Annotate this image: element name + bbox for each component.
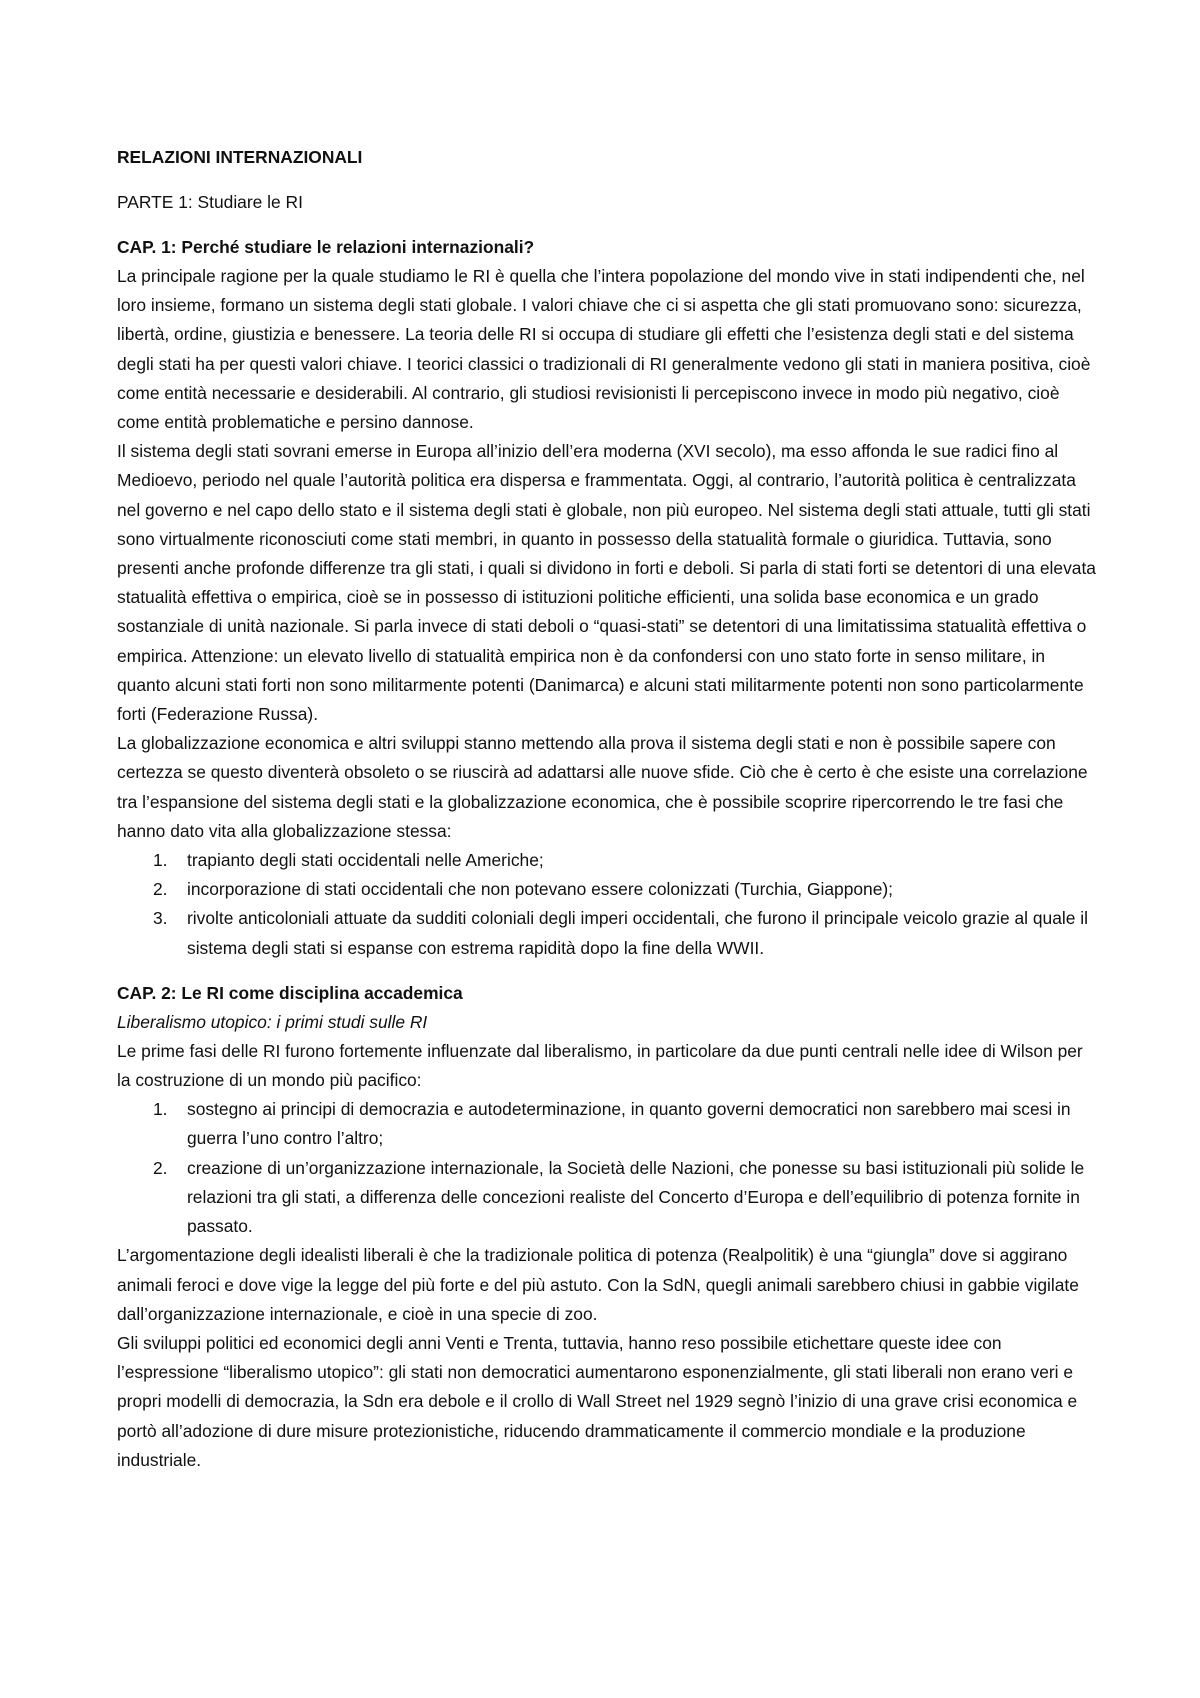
list-item-number: 1. (153, 850, 168, 871)
list-item-number: 1. (153, 1099, 168, 1120)
chapter-1-paragraph-2: Il sistema degli stati sovrani emerse in Europa all’inizio dell’era moderna (XVI secolo), ma esso affonda le sue radici fino al Medioevo, periodo nel quale l’autorità politica era dispersa e frammentata. Oggi, al contrario, l’autorità politica è centralizzata nel governo e nel capo dello stato e il sistema degli stati è globale, non più europeo. Nel sistema degli stati attuale, tutti gli stati sono virtualmente riconosciuti come stati membri, in quanto in possesso della statualità formale o giuridica. Tuttavia, sono presenti anche profonde differenze tra gli stati, i quali si dividono in forti e deboli. Si parla di stati forti se detentori di una elevata statualità effettiva o empirica, cioè se in possesso di istituzioni politiche efficienti, una solida base economica e un grado sostanziale di unità nazionale. Si parla invece di stati deboli o “quasi-stati” se detentori di una limitatissima statualità effettiva o empirica. Attenzione: un elevato livello di statualità empirica non è da confondersi con uno stato forte in senso militare, in quanto alcuni stati forti non sono militarmente potenti (Danimarca) e alcuni stati militarmente potenti non sono particolarmente forti (Federazione Russa). (117, 441, 1096, 725)
list-item-text: rivolte anticoloniali attuate da sudditi coloniali degli imperi occidentali, che furono il principale veicolo grazie al quale il sistema degli stati si espanse con estrema rapidità dopo la fine della WWII. (187, 908, 1088, 958)
chapter-1-paragraph-3: La globalizzazione economica e altri sviluppi stanno mettendo alla prova il sistema degli stati e non è possibile sapere con certezza se questo diventerà obsoleto o se riuscirà ad adattarsi alle nuove sfide. Ciò che è certo è che esiste una correlazione tra l’espansione del sistema degli stati e la globalizzazione economica, che è possibile scoprire ripercorrendo le tre fasi che hanno dato vita alla globalizzazione stessa: (117, 733, 1088, 841)
chapter-1-phases-list (117, 846, 1100, 963)
chapter-2-subheading: Liberalismo utopico: i primi studi sulle RI (117, 1011, 428, 1032)
list-item (117, 1154, 1100, 1242)
list-item (117, 846, 1100, 875)
chapter-2-paragraph-3: Gli sviluppi politici ed economici degli anni Venti e Trenta, tuttavia, hanno reso possibile etichettare queste idee con l’espressione “liberalismo utopico”: gli stati non democratici aumentarono esponenzialmente, gli stati liberali non erano veri e propri modelli di democrazia, la Sdn era debole e il crollo di Wall Street nel 1929 segnò l’inizio di una grave crisi economica e portò all’adozione di dure misure protezionistiche, riducendo drammaticamente il commercio mondiale e la produzione industriale. (117, 1332, 1078, 1470)
list-item-number: 2. (153, 879, 168, 900)
list-item-number: 3. (153, 908, 168, 929)
list-item-text: sostegno ai principi di democrazia e autodeterminazione, in quanto governi democratici non sarebbero mai scesi in guerra l’uno contro l’altro; (187, 1099, 1071, 1149)
chapter-2-paragraph-2: L’argomentazione degli idealisti liberali è che la tradizionale politica di potenza (Realpolitik) è una “giungla” dove si aggirano animali feroci e dove vige la legge del più forte e del più astuto. Con la SdN, quegli animali sarebbero chiusi in gabbie vigilate dall’organizzazione internazionale, e cioè in una specie di zoo. (117, 1245, 1079, 1324)
document-title: RELAZIONI INTERNAZIONALI (117, 147, 363, 167)
list-item-number: 2. (153, 1157, 168, 1178)
chapter-2-heading: CAP. 2: Le RI come disciplina accademica (117, 982, 463, 1003)
list-item (117, 1095, 1100, 1153)
chapter-1-heading: CAP. 1: Perché studiare le relazioni internazionali? (117, 237, 535, 257)
section-gap (117, 963, 1100, 979)
list-item (117, 904, 1100, 962)
list-item-text: trapianto degli stati occidentali nelle Americhe; (187, 850, 544, 871)
list-item-text: incorporazione di stati occidentali che non potevano essere colonizzati (Turchia, Giappone); (187, 879, 894, 900)
chapter-2-paragraph-1: Le prime fasi delle RI furono fortemente influenzate dal liberalismo, in particolare da due punti centrali nelle idee di Wilson per la costruzione di un mondo più pacifico: (117, 1040, 1083, 1091)
chapter-2-points-list (117, 1095, 1100, 1241)
chapter-1-paragraph-1: La principale ragione per la quale studiamo le RI è quella che l’intera popolazione del mondo vive in stati indipendenti che, nel loro insieme, formano un sistema degli stati globale. I valori chiave che ci si aspetta che gli stati promuovano sono: sicurezza, libertà, ordine, giustizia e benessere. La teoria delle RI si occupa di studiare gli effetti che l’esistenza degli stati e del sistema degli stati ha per questi valori chiave. I teorici classici o tradizionali di RI generalmente vedono gli stati in maniera positiva, cioè come entità necessarie e desiderabili. Al contrario, gli studiosi revisionisti li percepiscono invece in modo più negativo, cioè come entità problematiche e persino dannose. (117, 266, 1091, 433)
part-title: PARTE 1: Studiare le RI (117, 192, 303, 212)
list-item (117, 875, 1100, 904)
list-item-text: creazione di un’organizzazione internazionale, la Società delle Nazioni, che ponesse su basi istituzionali più solide le relazioni tra gli stati, a differenza delle concezioni realiste del Concerto d’Europa e dell’equilibrio di potenza fornite in passato. (187, 1157, 1085, 1237)
